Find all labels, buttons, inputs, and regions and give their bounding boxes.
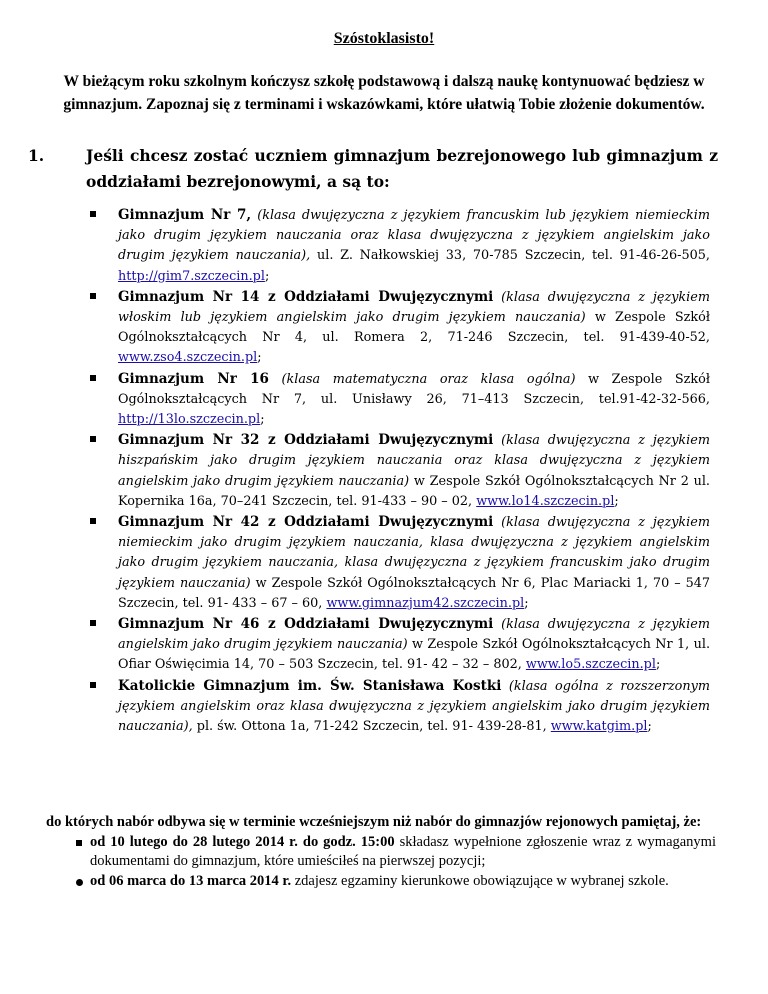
square-bullet-icon bbox=[90, 436, 96, 442]
list-item-deadline-2 bbox=[46, 872, 716, 892]
list-item-school-1 bbox=[90, 205, 710, 287]
list-item-school-2 bbox=[90, 287, 710, 369]
school-description: (klasa dwujęzyczna z językiem włoskim lub językiem angielskim jako drugim językiem nauczania) bbox=[118, 289, 710, 326]
school-description: (klasa dwujęzyczna z językiem hiszpańskim jako drugim językiem nauczania oraz klasa dwujęzyczna z językiem angielskim jako drugim językiem nauczania) bbox=[118, 433, 710, 489]
square-bullet-icon bbox=[90, 293, 96, 299]
school-address: w Zespole Szkół Ogólnokształcących Nr 6, Plac Mariacki 1, 70 – 547 Szczecin, tel. 91- 433 – 67 – 60, bbox=[118, 575, 710, 611]
deadline-lead: do których nabór odbywa się w terminie wcześniejszym niż nabór do gimnazjów rejonowych pamiętaj, że: bbox=[46, 814, 702, 830]
section-point-1 bbox=[28, 143, 718, 195]
school-address: w Zespole Szkół Ogólnokształcących Nr 2 ul. Kopernika 16a, 70–241 Szczecin, tel. 91-433 – 90 – 02, bbox=[118, 473, 710, 509]
school-name: Gimnazjum Nr 7, bbox=[118, 207, 252, 223]
school-website-link[interactable]: www.katgim.pl bbox=[550, 719, 648, 735]
school-name: Katolickie Gimnazjum im. Św. Stanisława Kostki bbox=[118, 677, 502, 694]
school-name: Gimnazjum Nr 46 z Oddziałami Dwujęzycznymi bbox=[118, 616, 494, 633]
school-address: ul. Z. Nałkowskiej 33, 70-785 Szczecin, tel. 91-46-26-505, bbox=[310, 248, 710, 264]
deadline-date: od 06 marca do 13 marca 2014 r. bbox=[90, 872, 292, 889]
school-name: Gimnazjum Nr 32 z Oddziałami Dwujęzycznymi bbox=[118, 432, 494, 449]
square-bullet-icon bbox=[90, 211, 96, 217]
school-description: (klasa dwujęzyczna z językiem angielskim jako drugim językiem nauczania) bbox=[118, 617, 710, 653]
square-bullet-icon bbox=[76, 840, 82, 846]
deadline-note bbox=[46, 813, 716, 891]
school-website-link[interactable]: www.zso4.szczecin.pl bbox=[118, 350, 258, 366]
item-terminator: ; bbox=[260, 412, 265, 428]
list-item-school-5 bbox=[90, 512, 710, 614]
school-name: Gimnazjum Nr 14 z Oddziałami Dwujęzycznymi bbox=[118, 288, 494, 305]
school-description: (klasa dwujęzyczna z językiem niemieckim jako drugim językiem nauczania, klasa dwujęzyczna z językiem angielskim jako drugim językiem nauczania, klasa dwujęzyczna z językiem francuskim jako drugim językiem nauczania) bbox=[118, 515, 710, 591]
item-terminator: ; bbox=[614, 493, 619, 509]
school-website-link[interactable]: http://gim7.szczecin.pl bbox=[118, 268, 265, 284]
list-item-school-4 bbox=[90, 430, 710, 512]
square-bullet-icon bbox=[90, 620, 96, 626]
school-website-link[interactable]: www.lo14.szczecin.pl bbox=[476, 493, 615, 509]
item-terminator: ; bbox=[524, 595, 529, 611]
list-item-school-6 bbox=[90, 614, 710, 676]
school-address: w Zespole Szkół Ogólnokształcących Nr 7, ul. Unisławy 26, 71–413 Szczecin, tel.91-42-32-566, bbox=[118, 371, 711, 407]
item-terminator: ; bbox=[257, 350, 262, 366]
point-number: 1. bbox=[28, 146, 45, 165]
school-website-link[interactable]: www.lo5.szczecin.pl bbox=[525, 657, 656, 673]
school-website-link[interactable]: http://13lo.szczecin.pl bbox=[118, 412, 261, 428]
item-terminator: ; bbox=[264, 268, 270, 284]
item-terminator: ; bbox=[655, 657, 661, 673]
square-bullet-icon bbox=[90, 682, 96, 688]
deadline-date: od 10 lutego do 28 lutego 2014 r. do godz. 15:00 bbox=[90, 833, 395, 850]
point-text: Jeśli chcesz zostać uczniem gimnazjum bezrejonowego lub gimnazjum z oddziałami bezrejonowymi, a są to: bbox=[86, 146, 718, 191]
school-description: (klasa matematyczna oraz klasa ogólna) bbox=[268, 371, 576, 387]
school-name: Gimnazjum Nr 16 bbox=[118, 370, 269, 387]
list-item-deadline-1 bbox=[46, 833, 716, 872]
school-address: w Zespole Szkół Ogólnokształcących Nr 1, ul. Ofiar Oświęcimia 14, 70 – 503 Szczecin, tel. 91- 42 – 32 – 802, bbox=[118, 637, 711, 673]
deadline-text: zdajesz egzaminy kierunkowe obowiązujące w wybranej szkole. bbox=[291, 872, 669, 889]
deadline-text: składasz wypełnione zgłoszenie wraz z wymaganymi dokumentami do gimnazjum, które umieściłeś na pierwszej pozycji; bbox=[90, 833, 716, 869]
square-bullet-icon bbox=[90, 518, 96, 524]
list-item-school-3 bbox=[90, 369, 710, 431]
list-item-school-7 bbox=[90, 676, 710, 738]
item-terminator: ; bbox=[647, 719, 652, 735]
school-description: (klasa ogólna z rozszerzonym językiem angielskim oraz klasa dwujęzyczna z językiem angielskim jako drugim językiem nauczania), bbox=[118, 678, 710, 735]
school-address: w Zespole Szkół Ogólnokształcących Nr 4, ul. Romera 2, 71-246 Szczecin, tel. 91-439-40-52, bbox=[118, 310, 710, 346]
square-bullet-icon bbox=[90, 375, 96, 381]
school-address: pl. św. Ottona 1a, 71-242 Szczecin, tel. 91- 439-28-81, bbox=[192, 719, 551, 735]
intro-paragraph: W bieżącym roku szkolnym kończysz szkołę podstawową i dalszą naukę kontynuować będziesz w gimnazjum. Zapoznaj się z terminami i wskazówkami, które ułatwią Tobie złożenie dokumentów. bbox=[63, 73, 705, 113]
round-bullet-icon bbox=[76, 879, 83, 886]
school-description: (klasa dwujęzyczna z językiem francuskim lub językiem niemieckim jako drugim językiem nauczania oraz klasa dwujęzyczna z językiem angielskim jako drugim językiem nauczania), bbox=[118, 208, 710, 264]
school-website-link[interactable]: www.gimnazjum42.szczecin.pl bbox=[326, 595, 525, 611]
school-name: Gimnazjum Nr 42 z Oddziałami Dwujęzycznymi bbox=[118, 514, 494, 531]
document-title: Szóstoklasisto! bbox=[333, 30, 435, 47]
deadline-list bbox=[46, 833, 716, 892]
school-list bbox=[90, 205, 710, 737]
